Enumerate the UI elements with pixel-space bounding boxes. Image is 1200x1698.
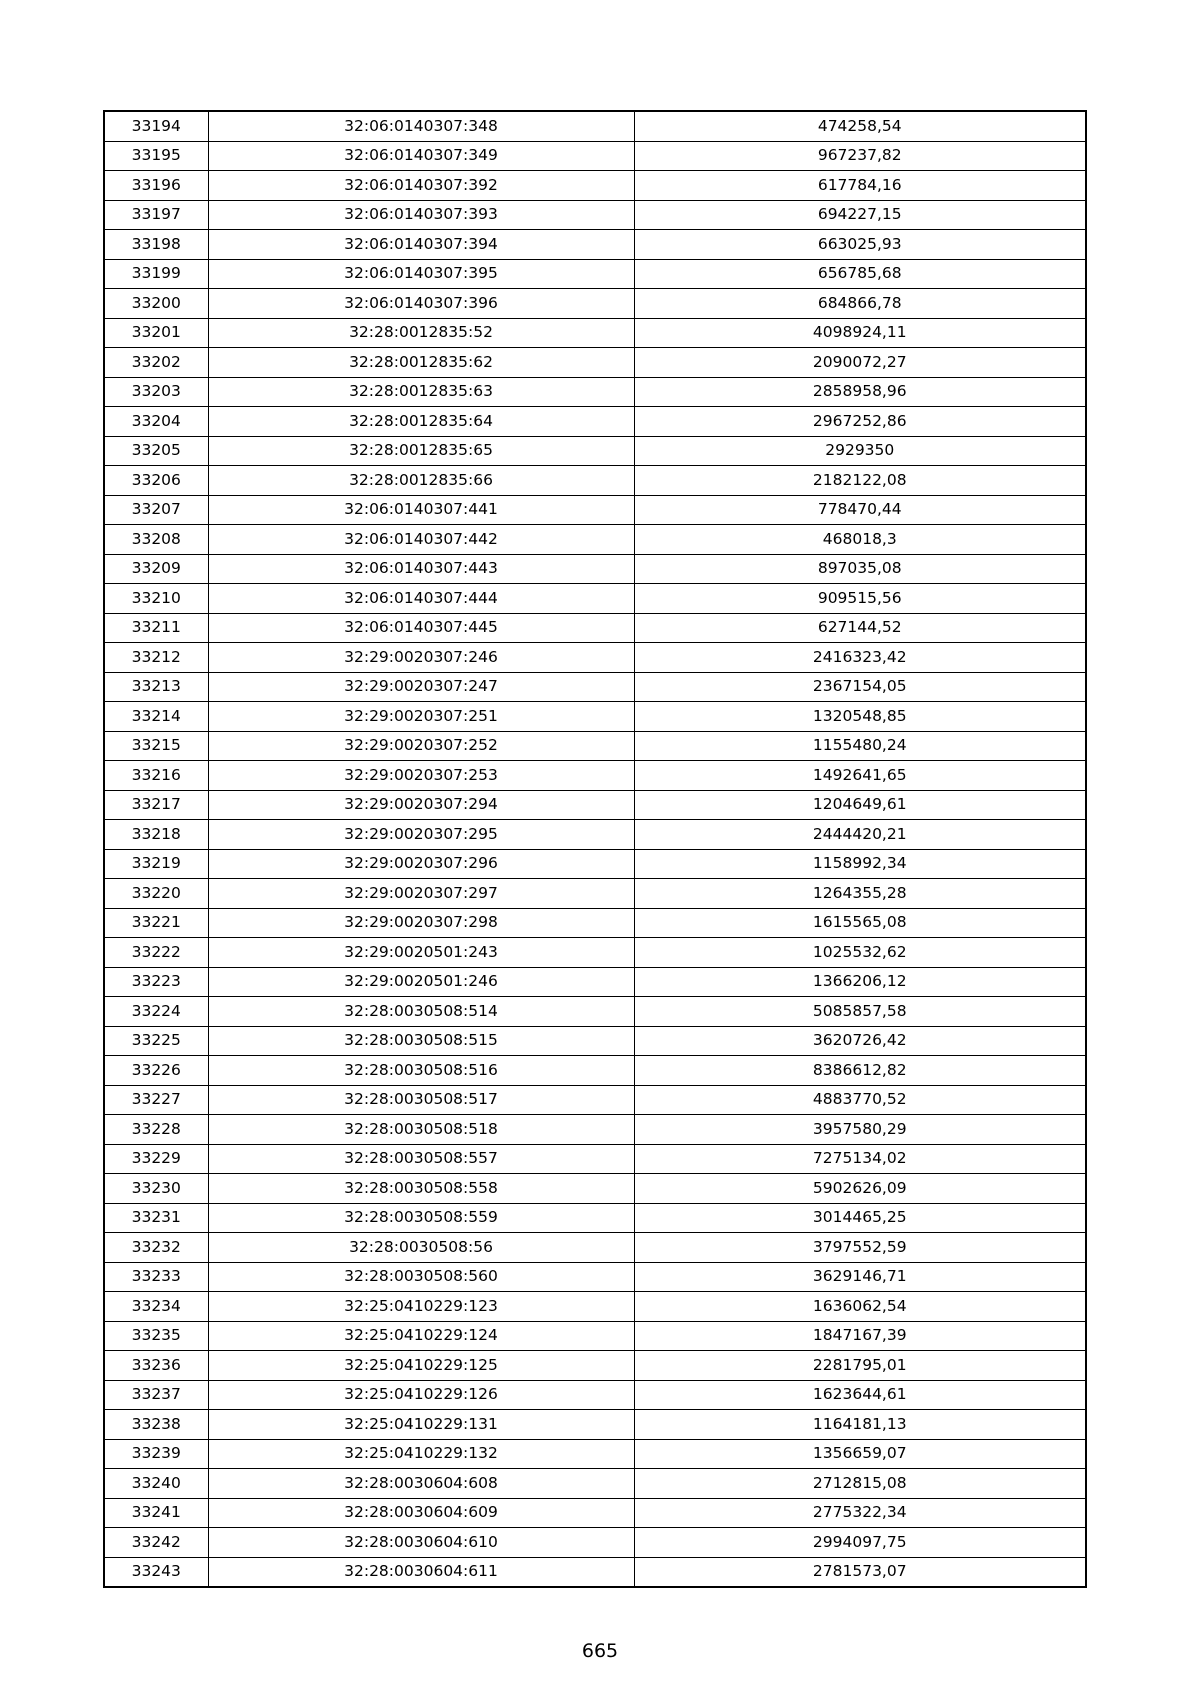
value-cell: 909515,56: [634, 584, 1086, 614]
table-row: [104, 289, 1086, 319]
row-number-cell: 33196: [104, 171, 208, 201]
row-number-cell: 33203: [104, 377, 208, 407]
table-row: [104, 849, 1086, 879]
cadastral-number-cell: 32:28:0012835:52: [208, 318, 634, 348]
table-row: [104, 1144, 1086, 1174]
cadastral-number-cell: 32:06:0140307:395: [208, 259, 634, 289]
table-row: [104, 731, 1086, 761]
table-row: [104, 259, 1086, 289]
value-cell: 694227,15: [634, 200, 1086, 230]
row-number-cell: 33234: [104, 1292, 208, 1322]
cadastral-number-cell: 32:06:0140307:393: [208, 200, 634, 230]
row-number-cell: 33197: [104, 200, 208, 230]
cadastral-number-cell: 32:06:0140307:392: [208, 171, 634, 201]
value-cell: 778470,44: [634, 495, 1086, 525]
table-row: [104, 1410, 1086, 1440]
table-row: [104, 348, 1086, 378]
page-number: 665: [581, 1640, 619, 1662]
cadastral-number-cell: 32:28:0030604:609: [208, 1498, 634, 1528]
cadastral-number-cell: 32:29:0020307:296: [208, 849, 634, 879]
row-number-cell: 33206: [104, 466, 208, 496]
table-row: [104, 407, 1086, 437]
value-cell: 3797552,59: [634, 1233, 1086, 1263]
table-row: [104, 525, 1086, 555]
cadastral-number-cell: 32:25:0410229:124: [208, 1321, 634, 1351]
value-cell: 1492641,65: [634, 761, 1086, 791]
row-number-cell: 33227: [104, 1085, 208, 1115]
table-row: [104, 702, 1086, 732]
row-number-cell: 33235: [104, 1321, 208, 1351]
value-cell: 8386612,82: [634, 1056, 1086, 1086]
value-cell: 656785,68: [634, 259, 1086, 289]
cadastral-number-cell: 32:29:0020307:298: [208, 908, 634, 938]
table-row: [104, 200, 1086, 230]
row-number-cell: 33223: [104, 967, 208, 997]
table-row: [104, 879, 1086, 909]
value-cell: 1636062,54: [634, 1292, 1086, 1322]
value-cell: 1155480,24: [634, 731, 1086, 761]
value-cell: 468018,3: [634, 525, 1086, 555]
table-row: [104, 938, 1086, 968]
cadastral-number-cell: 32:29:0020501:246: [208, 967, 634, 997]
cadastral-number-cell: 32:06:0140307:443: [208, 554, 634, 584]
row-number-cell: 33220: [104, 879, 208, 909]
cadastral-number-cell: 32:28:0012835:65: [208, 436, 634, 466]
row-number-cell: 33212: [104, 643, 208, 673]
value-cell: 2858958,96: [634, 377, 1086, 407]
table-row: [104, 1203, 1086, 1233]
cadastral-number-cell: 32:28:0030508:518: [208, 1115, 634, 1145]
value-cell: 897035,08: [634, 554, 1086, 584]
table-row: [104, 1351, 1086, 1381]
value-cell: 5902626,09: [634, 1174, 1086, 1204]
cadastral-number-cell: 32:28:0030508:557: [208, 1144, 634, 1174]
cadastral-number-cell: 32:28:0030604:608: [208, 1469, 634, 1499]
cadastral-number-cell: 32:29:0020307:295: [208, 820, 634, 850]
value-cell: 2182122,08: [634, 466, 1086, 496]
cadastral-number-cell: 32:29:0020307:246: [208, 643, 634, 673]
table-row: [104, 1174, 1086, 1204]
row-number-cell: 33215: [104, 731, 208, 761]
cadastral-number-cell: 32:28:0030508:517: [208, 1085, 634, 1115]
table-row: [104, 1085, 1086, 1115]
row-number-cell: 33208: [104, 525, 208, 555]
table-row: [104, 1056, 1086, 1086]
row-number-cell: 33213: [104, 672, 208, 702]
value-cell: 1158992,34: [634, 849, 1086, 879]
row-number-cell: 33230: [104, 1174, 208, 1204]
row-number-cell: 33226: [104, 1056, 208, 1086]
row-number-cell: 33210: [104, 584, 208, 614]
cadastral-number-cell: 32:29:0020307:251: [208, 702, 634, 732]
cadastral-number-cell: 32:06:0140307:396: [208, 289, 634, 319]
table-row: [104, 967, 1086, 997]
value-cell: 1320548,85: [634, 702, 1086, 732]
row-number-cell: 33217: [104, 790, 208, 820]
table-row: [104, 1380, 1086, 1410]
row-number-cell: 33199: [104, 259, 208, 289]
row-number-cell: 33205: [104, 436, 208, 466]
cadastral-number-cell: 32:25:0410229:123: [208, 1292, 634, 1322]
value-cell: 474258,54: [634, 111, 1086, 141]
table-row: [104, 466, 1086, 496]
value-cell: 684866,78: [634, 289, 1086, 319]
row-number-cell: 33236: [104, 1351, 208, 1381]
cadastral-number-cell: 32:25:0410229:125: [208, 1351, 634, 1381]
value-cell: 2775322,34: [634, 1498, 1086, 1528]
table-row: [104, 1262, 1086, 1292]
table-row: [104, 1233, 1086, 1263]
cadastral-number-cell: 32:28:0012835:66: [208, 466, 634, 496]
value-cell: 2090072,27: [634, 348, 1086, 378]
cadastral-number-cell: 32:25:0410229:126: [208, 1380, 634, 1410]
row-number-cell: 33224: [104, 997, 208, 1027]
value-cell: 2929350: [634, 436, 1086, 466]
table-row: [104, 613, 1086, 643]
value-cell: 967237,82: [634, 141, 1086, 171]
table-row: [104, 1557, 1086, 1587]
cadastral-number-cell: 32:25:0410229:131: [208, 1410, 634, 1440]
cadastral-number-cell: 32:28:0030508:560: [208, 1262, 634, 1292]
table-row: [104, 1026, 1086, 1056]
value-cell: 3014465,25: [634, 1203, 1086, 1233]
table-row: [104, 1321, 1086, 1351]
value-cell: 627144,52: [634, 613, 1086, 643]
cadastral-number-cell: 32:06:0140307:348: [208, 111, 634, 141]
row-number-cell: 33201: [104, 318, 208, 348]
value-cell: 1615565,08: [634, 908, 1086, 938]
cadastral-number-cell: 32:28:0012835:64: [208, 407, 634, 437]
row-number-cell: 33229: [104, 1144, 208, 1174]
row-number-cell: 33240: [104, 1469, 208, 1499]
row-number-cell: 33241: [104, 1498, 208, 1528]
value-cell: 1204649,61: [634, 790, 1086, 820]
cadastral-number-cell: 32:29:0020307:247: [208, 672, 634, 702]
table-row: [104, 997, 1086, 1027]
cadastral-number-cell: 32:25:0410229:132: [208, 1439, 634, 1469]
cadastral-number-cell: 32:06:0140307:394: [208, 230, 634, 260]
table-row: [104, 790, 1086, 820]
value-cell: 1366206,12: [634, 967, 1086, 997]
table-body: [104, 111, 1086, 1587]
cadastral-number-cell: 32:28:0030508:558: [208, 1174, 634, 1204]
cadastral-number-cell: 32:28:0030604:610: [208, 1528, 634, 1558]
table-row: [104, 1498, 1086, 1528]
row-number-cell: 33231: [104, 1203, 208, 1233]
row-number-cell: 33237: [104, 1380, 208, 1410]
value-cell: 2416323,42: [634, 643, 1086, 673]
row-number-cell: 33228: [104, 1115, 208, 1145]
table-row: [104, 377, 1086, 407]
table-row: [104, 111, 1086, 141]
cadastral-number-cell: 32:28:0030508:56: [208, 1233, 634, 1263]
row-number-cell: 33202: [104, 348, 208, 378]
value-cell: 2994097,75: [634, 1528, 1086, 1558]
row-number-cell: 33204: [104, 407, 208, 437]
value-cell: 2281795,01: [634, 1351, 1086, 1381]
table-row: [104, 761, 1086, 791]
row-number-cell: 33218: [104, 820, 208, 850]
cadastral-number-cell: 32:06:0140307:445: [208, 613, 634, 643]
row-number-cell: 33194: [104, 111, 208, 141]
value-cell: 3957580,29: [634, 1115, 1086, 1145]
cadastral-number-cell: 32:28:0012835:63: [208, 377, 634, 407]
row-number-cell: 33214: [104, 702, 208, 732]
row-number-cell: 33200: [104, 289, 208, 319]
table-row: [104, 1469, 1086, 1499]
table-row: [104, 672, 1086, 702]
row-number-cell: 33239: [104, 1439, 208, 1469]
cadastral-number-cell: 32:28:0030508:515: [208, 1026, 634, 1056]
value-cell: 1164181,13: [634, 1410, 1086, 1440]
table-row: [104, 171, 1086, 201]
table-row: [104, 908, 1086, 938]
row-number-cell: 33238: [104, 1410, 208, 1440]
row-number-cell: 33219: [104, 849, 208, 879]
row-number-cell: 33225: [104, 1026, 208, 1056]
row-number-cell: 33242: [104, 1528, 208, 1558]
value-cell: 4883770,52: [634, 1085, 1086, 1115]
cadastral-number-cell: 32:06:0140307:349: [208, 141, 634, 171]
value-cell: 3620726,42: [634, 1026, 1086, 1056]
table-row: [104, 436, 1086, 466]
cadastral-number-cell: 32:28:0030508:516: [208, 1056, 634, 1086]
cadastral-number-cell: 32:29:0020307:297: [208, 879, 634, 909]
table-row: [104, 643, 1086, 673]
row-number-cell: 33221: [104, 908, 208, 938]
value-cell: 2781573,07: [634, 1557, 1086, 1587]
row-number-cell: 33233: [104, 1262, 208, 1292]
cadastral-number-cell: 32:06:0140307:442: [208, 525, 634, 555]
value-cell: 663025,93: [634, 230, 1086, 260]
value-cell: 2712815,08: [634, 1469, 1086, 1499]
table-row: [104, 1115, 1086, 1145]
cadastral-number-cell: 32:06:0140307:441: [208, 495, 634, 525]
table-row: [104, 584, 1086, 614]
row-number-cell: 33243: [104, 1557, 208, 1587]
value-cell: 2367154,05: [634, 672, 1086, 702]
cadastral-number-cell: 32:28:0012835:62: [208, 348, 634, 378]
row-number-cell: 33232: [104, 1233, 208, 1263]
cadastral-number-cell: 32:06:0140307:444: [208, 584, 634, 614]
value-cell: 1025532,62: [634, 938, 1086, 968]
value-cell: 617784,16: [634, 171, 1086, 201]
data-table: [103, 110, 1087, 1588]
row-number-cell: 33209: [104, 554, 208, 584]
row-number-cell: 33222: [104, 938, 208, 968]
value-cell: 5085857,58: [634, 997, 1086, 1027]
value-cell: 4098924,11: [634, 318, 1086, 348]
table-row: [104, 820, 1086, 850]
cadastral-number-cell: 32:29:0020307:294: [208, 790, 634, 820]
cadastral-number-cell: 32:29:0020501:243: [208, 938, 634, 968]
value-cell: 1356659,07: [634, 1439, 1086, 1469]
row-number-cell: 33216: [104, 761, 208, 791]
table-row: [104, 318, 1086, 348]
cadastral-number-cell: 32:28:0030508:559: [208, 1203, 634, 1233]
row-number-cell: 33207: [104, 495, 208, 525]
cadastral-number-cell: 32:28:0030508:514: [208, 997, 634, 1027]
table-row: [104, 230, 1086, 260]
row-number-cell: 33195: [104, 141, 208, 171]
cadastral-number-cell: 32:29:0020307:253: [208, 761, 634, 791]
table-row: [104, 1292, 1086, 1322]
value-cell: 2444420,21: [634, 820, 1086, 850]
value-cell: 3629146,71: [634, 1262, 1086, 1292]
value-cell: 1847167,39: [634, 1321, 1086, 1351]
row-number-cell: 33211: [104, 613, 208, 643]
table-row: [104, 495, 1086, 525]
table-row: [104, 1528, 1086, 1558]
table-row: [104, 554, 1086, 584]
table-row: [104, 141, 1086, 171]
value-cell: 7275134,02: [634, 1144, 1086, 1174]
row-number-cell: 33198: [104, 230, 208, 260]
table-row: [104, 1439, 1086, 1469]
cadastral-number-cell: 32:29:0020307:252: [208, 731, 634, 761]
cadastral-number-cell: 32:28:0030604:611: [208, 1557, 634, 1587]
value-cell: 1623644,61: [634, 1380, 1086, 1410]
value-cell: 2967252,86: [634, 407, 1086, 437]
value-cell: 1264355,28: [634, 879, 1086, 909]
